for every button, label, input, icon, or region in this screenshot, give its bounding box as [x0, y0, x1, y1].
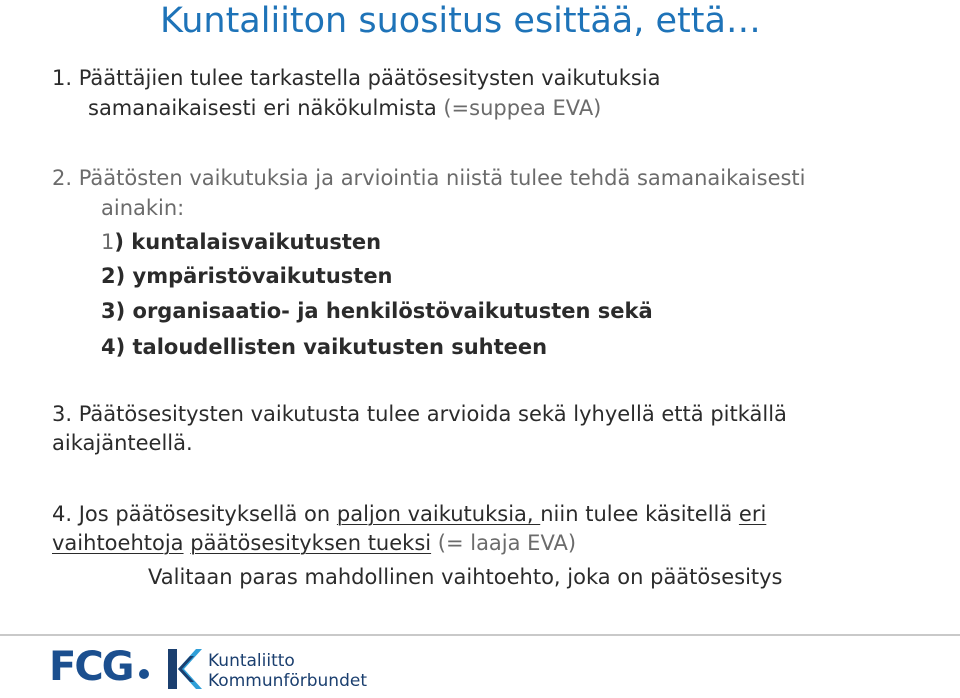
item4-line1	[52, 500, 766, 528]
item2-sub1-text: ) kuntalaisvaikutusten	[114, 230, 382, 254]
item2-line2: ainakin:	[101, 196, 185, 220]
item4-laaja-eva: (= laaja EVA)	[431, 531, 577, 555]
item4-link-vaihtoehtoja[interactable]: vaihtoehtoja	[52, 531, 184, 555]
item1-line1: 1. Päättäjien tulee tarkastella päätösesitysten vaikutuksia	[52, 66, 661, 90]
item2-line1: 2. Päätösten vaikutuksia ja arviointia niistä tulee tehdä samanaikaisesti	[52, 166, 806, 190]
item2-sub4: 4) taloudellisten vaikutusten suhteen	[101, 335, 548, 359]
item4-line1-text2: niin tulee käsitellä	[540, 502, 739, 526]
item1-suppea-eva: (=suppea EVA)	[443, 96, 602, 120]
item2-sub1	[101, 228, 381, 256]
item2-sub1-number: 1	[101, 230, 115, 254]
item4-line3: Valitaan paras mahdollinen vaihtoehto, joka on päätösesitys	[148, 565, 783, 589]
item4-link-eri[interactable]: eri	[738, 502, 767, 526]
item1-line2-text: samanaikaisesti eri näkökulmista	[88, 96, 444, 120]
item2-sub2: 2) ympäristövaikutusten	[101, 264, 393, 288]
fcg-logo-dot	[139, 669, 149, 679]
item3-line1: 3. Päätösesitysten vaikutusta tulee arvioida sekä lyhyellä että pitkällä	[52, 402, 787, 426]
kuntaliitto-logo-icon	[168, 647, 202, 691]
item4-link-paljon-vaikutuksia[interactable]: paljon vaikutuksia,	[336, 502, 541, 526]
kuntaliitto-name: Kuntaliitto	[208, 651, 295, 671]
item4-line2	[52, 529, 576, 557]
footer-logos	[0, 636, 960, 698]
item2-sub3: 3) organisaatio- ja henkilöstövaikutusten sekä	[101, 299, 653, 323]
item4-link-paatosesityksen-tueksi[interactable]: päätösesityksen tueksi	[190, 531, 432, 555]
slide-title: Kuntaliiton suositus esittää, että…	[160, 1, 761, 41]
kommunforbundet-name: Kommunförbundet	[208, 671, 368, 691]
item4-line1-text: 4. Jos päätösesityksellä on	[52, 502, 337, 526]
fcg-logo: FCG	[49, 644, 133, 690]
item3-line2: aikajänteellä.	[52, 431, 193, 455]
item1-line2	[88, 94, 601, 122]
